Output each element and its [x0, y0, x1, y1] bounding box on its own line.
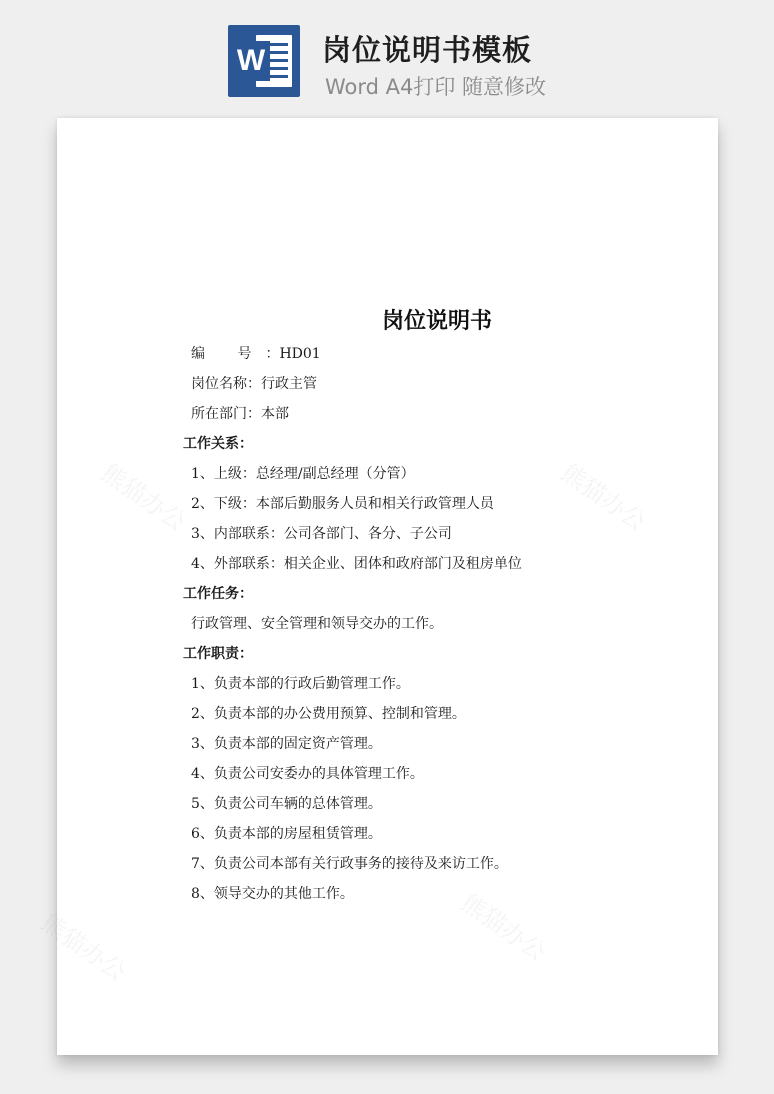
banner-subtitle: Word A4打印 随意修改 [325, 75, 547, 99]
word-icon [228, 25, 300, 97]
relation-item: 2、下级：本部后勤服务人员和相关行政管理人员 [191, 496, 494, 512]
relation-item: 4、外部联系：相关企业、团体和政府部门及租房单位 [191, 556, 522, 572]
number-label: 编 号 [191, 346, 266, 362]
template-banner [0, 0, 774, 118]
watermark: 熊猫办公 [456, 888, 551, 967]
document-page [36, 118, 718, 1055]
info-number: 编 号：HD01 [191, 346, 321, 362]
watermark: 熊猫办公 [556, 458, 651, 537]
duty-item: 5、负责公司车辆的总体管理。 [191, 796, 382, 812]
watermark: 熊猫办公 [96, 458, 191, 537]
duty-item: 7、负责公司本部有关行政事务的接待及来访工作。 [191, 856, 508, 872]
info-position: 岗位名称：行政主管 [191, 376, 317, 392]
duty-item: 2、负责本部的办公费用预算、控制和管理。 [191, 706, 466, 722]
duty-item: 3、负责本部的固定资产管理。 [191, 736, 382, 752]
relation-item: 1、上级：总经理/副总经理（分管） [191, 466, 415, 482]
duties-heading: 工作职责： [183, 646, 253, 662]
word-icon-letter: W [232, 41, 270, 81]
relations-heading: 工作关系： [183, 436, 253, 452]
position-label: 岗位名称 [191, 376, 247, 392]
number-value: HD01 [279, 346, 321, 362]
document-title: 岗位说明书 [382, 309, 493, 334]
department-value: 本部 [261, 406, 289, 422]
duty-item: 6、负责本部的房屋租赁管理。 [191, 826, 382, 842]
duty-item: 4、负责公司安委办的具体管理工作。 [191, 766, 424, 782]
banner-title: 岗位说明书模板 [322, 33, 533, 67]
info-department: 所在部门：本部 [191, 406, 289, 422]
duty-item: 8、领导交办的其他工作。 [191, 886, 354, 902]
tasks-heading: 工作任务： [183, 586, 253, 602]
position-value: 行政主管 [261, 376, 317, 392]
department-label: 所在部门 [191, 406, 247, 422]
tasks-text: 行政管理、安全管理和领导交办的工作。 [191, 616, 443, 632]
watermark: 熊猫办公 [36, 908, 131, 987]
duty-item: 1、负责本部的行政后勤管理工作。 [191, 676, 410, 692]
relation-item: 3、内部联系：公司各部门、各分、子公司 [191, 526, 452, 542]
